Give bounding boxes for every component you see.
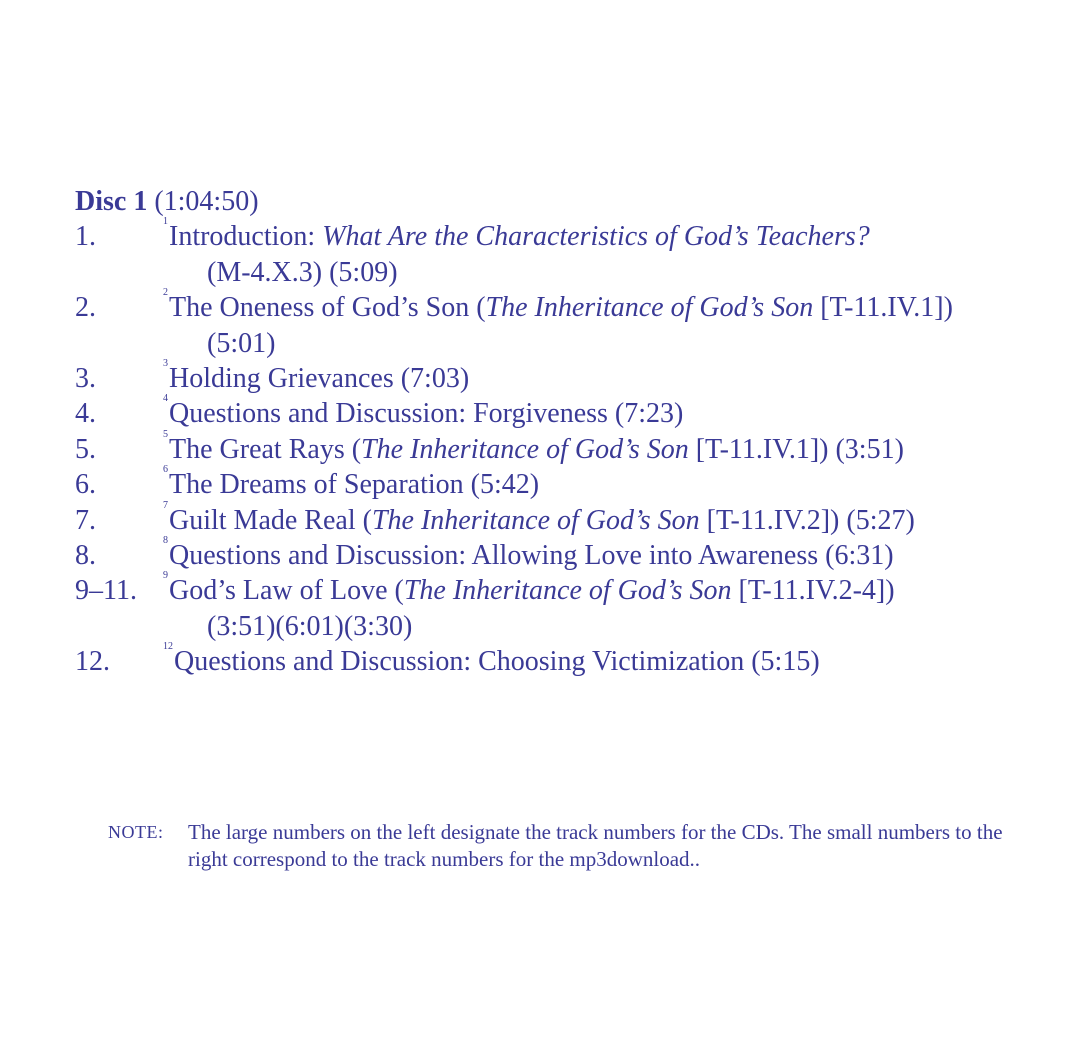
- cd-track-number: 3.: [75, 363, 96, 395]
- track-title-text: The Dreams of Separation (5:42): [169, 469, 540, 501]
- disc-heading: [75, 184, 1065, 219]
- track-title-text: [T-11.IV.2]) (5:27): [699, 504, 915, 536]
- track-title: [163, 570, 1065, 644]
- mp3-track-number: 4: [163, 393, 168, 405]
- mp3-track-number: 1: [163, 216, 168, 228]
- track-title-continuation: [163, 326, 1065, 361]
- track-title-continuation: [163, 255, 1065, 290]
- track-title-text: (3:51)(6:01)(3:30): [207, 610, 413, 642]
- track-title: [163, 287, 1065, 361]
- track-title: [163, 464, 1065, 502]
- track-list: [75, 184, 1065, 680]
- track-title-text: [T-11.IV.2-4]): [731, 575, 895, 607]
- track-title-text: Introduction:: [169, 221, 323, 253]
- track-row: [75, 641, 1065, 679]
- cd-track-number: 5.: [75, 433, 96, 465]
- cd-track-number: 12.: [75, 646, 110, 678]
- cd-track-number: 7.: [75, 504, 96, 536]
- track-title: [163, 428, 1065, 467]
- note-label: NOTE:: [108, 822, 164, 842]
- cd-track-number: 6.: [75, 469, 96, 501]
- track-row: [75, 428, 1065, 467]
- mp3-track-number: 9: [163, 570, 168, 582]
- track-title-text: God’s Law of Love (: [169, 575, 404, 607]
- track-title: [163, 499, 1065, 538]
- cd-track-number: 9–11.: [75, 575, 137, 607]
- cd-track-number: 4.: [75, 398, 96, 430]
- track-row: [75, 570, 1065, 644]
- track-title-continuation: [163, 609, 1065, 644]
- note-text: The large numbers on the left designate the track numbers for the CDs. The small numbers to the right correspond to the track numbers for the mp3download..: [188, 820, 1003, 871]
- track-title-text: Questions and Discussion: Allowing Love into Awareness (6:31): [169, 540, 894, 572]
- track-row: [75, 287, 1065, 361]
- mp3-track-number: 6: [163, 464, 168, 476]
- track-title-text: [T-11.IV.1]) (3:51): [688, 433, 904, 465]
- mp3-track-number: 12: [163, 641, 173, 653]
- cd-track-number: 1.: [75, 221, 96, 253]
- mp3-track-number: 3: [163, 358, 168, 370]
- track-title-text: (M-4.X.3) (5:09): [207, 256, 398, 288]
- track-title: [163, 358, 1065, 396]
- mp3-track-number: 8: [163, 535, 168, 547]
- track-title-text: (5:01): [207, 327, 276, 359]
- disc-duration: (1:04:50): [154, 186, 259, 217]
- track-title: [163, 216, 1065, 290]
- note: [108, 819, 1038, 873]
- track-title: [163, 641, 1065, 679]
- track-title-italic: The Inheritance of God’s Son: [485, 292, 814, 324]
- cd-track-number: 2.: [75, 292, 96, 324]
- track-row: [75, 393, 1065, 431]
- mp3-track-number: 5: [163, 428, 168, 440]
- track-title-text: The Oneness of God’s Son (: [169, 292, 486, 324]
- mp3-track-number: 7: [163, 499, 168, 511]
- cd-track-number: 8.: [75, 540, 96, 572]
- track-title-italic: The Inheritance of God’s Son: [403, 575, 732, 607]
- track-title-text: Questions and Discussion: Forgiveness (7:23): [169, 398, 684, 430]
- track-title-italic: The Inheritance of God’s Son: [371, 504, 700, 536]
- track-title-text: [T-11.IV.1]): [813, 292, 953, 324]
- track-title-text: Holding Grievances (7:03): [169, 363, 470, 395]
- track-title: [163, 393, 1065, 431]
- track-row: [75, 358, 1065, 396]
- track-row: [75, 499, 1065, 538]
- track-title-italic: The Inheritance of God’s Son: [361, 433, 689, 465]
- track-title-text: The Great Rays (: [169, 433, 362, 465]
- track-row: [75, 535, 1065, 573]
- track-row: [75, 464, 1065, 502]
- track-row: [75, 216, 1065, 290]
- track-title: [163, 535, 1065, 573]
- track-title-text: Questions and Discussion: Choosing Victimization (5:15): [174, 646, 820, 678]
- disc-label: Disc 1: [75, 186, 148, 217]
- mp3-track-number: 2: [163, 287, 168, 299]
- tracks: [75, 216, 1065, 679]
- track-title-text: Guilt Made Real (: [169, 504, 372, 536]
- track-title-italic: What Are the Characteristics of God’s Teachers?: [322, 221, 870, 253]
